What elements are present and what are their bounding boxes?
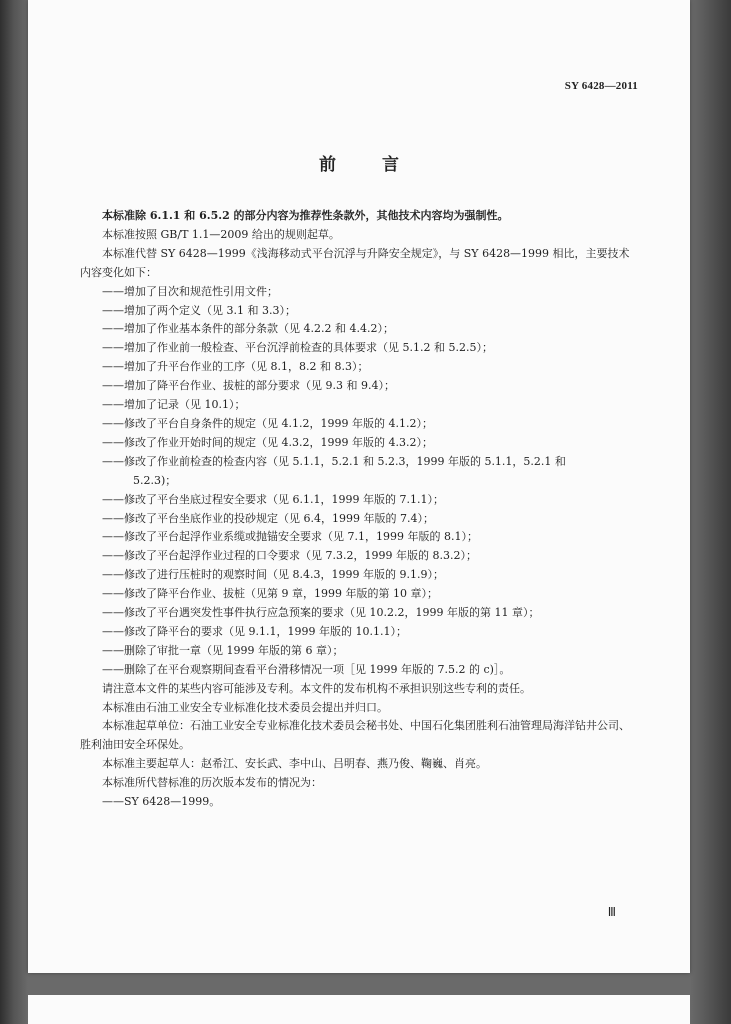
change-item: ——修改了平台起浮作业过程的口令要求（见 7.3.2，1999 年版的 8.3.2）； bbox=[102, 549, 477, 563]
paragraph-replacement: 本标准代替 SY 6428—1999《浅海移动式平台沉浮与升降安全规定》，与 SY 6428—1999 相比，主要技术内容变化如下： bbox=[80, 246, 630, 279]
change-item: ——增加了作业基本条件的部分条款（见 4.2.2 和 4.4.2）； bbox=[102, 322, 394, 336]
change-item: ——修改了作业开始时间的规定（见 4.3.2，1999 年版的 4.3.2）； bbox=[102, 435, 433, 449]
change-item: ——修改了作业前检查的检查内容（见 5.1.1，5.2.1 和 5.2.3，1999 年版的 5.1.1，5.2.1 和 bbox=[102, 454, 566, 468]
history-item: ——SY 6428—1999。 bbox=[102, 795, 221, 809]
change-item: ——修改了平台坐底作业的投砂规定（见 6.4，1999 年版的 7.4）； bbox=[102, 511, 434, 525]
change-item: ——修改了平台起浮作业系缆或抛锚安全要求（见 7.1，1999 年版的 8.1）； bbox=[102, 530, 478, 544]
next-page-preview bbox=[28, 995, 690, 1024]
change-item: ——修改了平台坐底过程安全要求（见 6.1.1，1999 年版的 7.1.1）； bbox=[102, 492, 444, 506]
document-body bbox=[80, 207, 640, 812]
change-item: ——增加了降平台作业、拔桩的部分要求（见 9.3 和 9.4）； bbox=[102, 379, 395, 393]
change-item: ——删除了在平台观察期间查看平台滑移情况一项［见 1999 年版的 7.5.2 的 c)］。 bbox=[102, 662, 511, 676]
change-item-continuation: 5.2.3)； bbox=[133, 473, 177, 487]
change-item: ——增加了两个定义（见 3.1 和 3.3）； bbox=[102, 303, 296, 317]
change-item: ——增加了记录（见 10.1）； bbox=[102, 398, 246, 412]
page-heading: 前 言 bbox=[319, 155, 419, 175]
paragraph-patent-notice: 请注意本文件的某些内容可能涉及专利。本文件的发布机构不承担识别这些专利的责任。 bbox=[102, 681, 531, 695]
paragraph-drafting-units: 本标准起草单位：石油工业安全专业标准化技术委员会秘书处、中国石化集团胜利石油管理局海洋钻井公司、胜利油田安全环保处。 bbox=[80, 719, 630, 752]
change-item: ——增加了目次和规范性引用文件； bbox=[102, 284, 278, 298]
change-item: ——修改了降平台作业、拔桩（见第 9 章，1999 年版的第 10 章）； bbox=[102, 587, 438, 601]
change-item: ——增加了作业前一般检查、平台沉浮前检查的具体要求（见 5.1.2 和 5.2.5）； bbox=[102, 341, 493, 355]
page-number: Ⅲ bbox=[607, 905, 616, 919]
paragraph-drafters: 本标准主要起草人：赵希江、安长武、李中山、吕明春、燕乃俊、鞠巍、肖亮。 bbox=[102, 757, 487, 771]
change-item: ——增加了升平台作业的工序（见 8.1，8.2 和 8.3）； bbox=[102, 360, 369, 374]
paragraph-mandatory-clause: 本标准除 6.1.1 和 6.5.2 的部分内容为推荐性条款外，其他技术内容均为强制性。 bbox=[102, 209, 509, 222]
paragraph-proposer: 本标准由石油工业安全专业标准化技术委员会提出并归口。 bbox=[102, 700, 388, 714]
paragraph-drafting-rules: 本标准按照 GB/T 1.1—2009 给出的规则起草。 bbox=[102, 227, 340, 241]
change-item: ——修改了平台遇突发性事件执行应急预案的要求（见 10.2.2，1999 年版的第 11 章）； bbox=[102, 606, 540, 620]
document-page bbox=[28, 0, 690, 973]
change-item: ——修改了进行压桩时的观察时间（见 8.4.3，1999 年版的 9.1.9）； bbox=[102, 568, 444, 582]
standard-number: SY 6428—2011 bbox=[564, 80, 638, 92]
paragraph-history-intro: 本标准所代替标准的历次版本发布的情况为： bbox=[102, 776, 322, 790]
change-item: ——修改了平台自身条件的规定（见 4.1.2，1999 年版的 4.1.2）； bbox=[102, 416, 433, 430]
change-item: ——修改了降平台的要求（见 9.1.1，1999 年版的 10.1.1）； bbox=[102, 624, 407, 638]
change-item: ——删除了审批一章（见 1999 年版的第 6 章）； bbox=[102, 643, 344, 657]
